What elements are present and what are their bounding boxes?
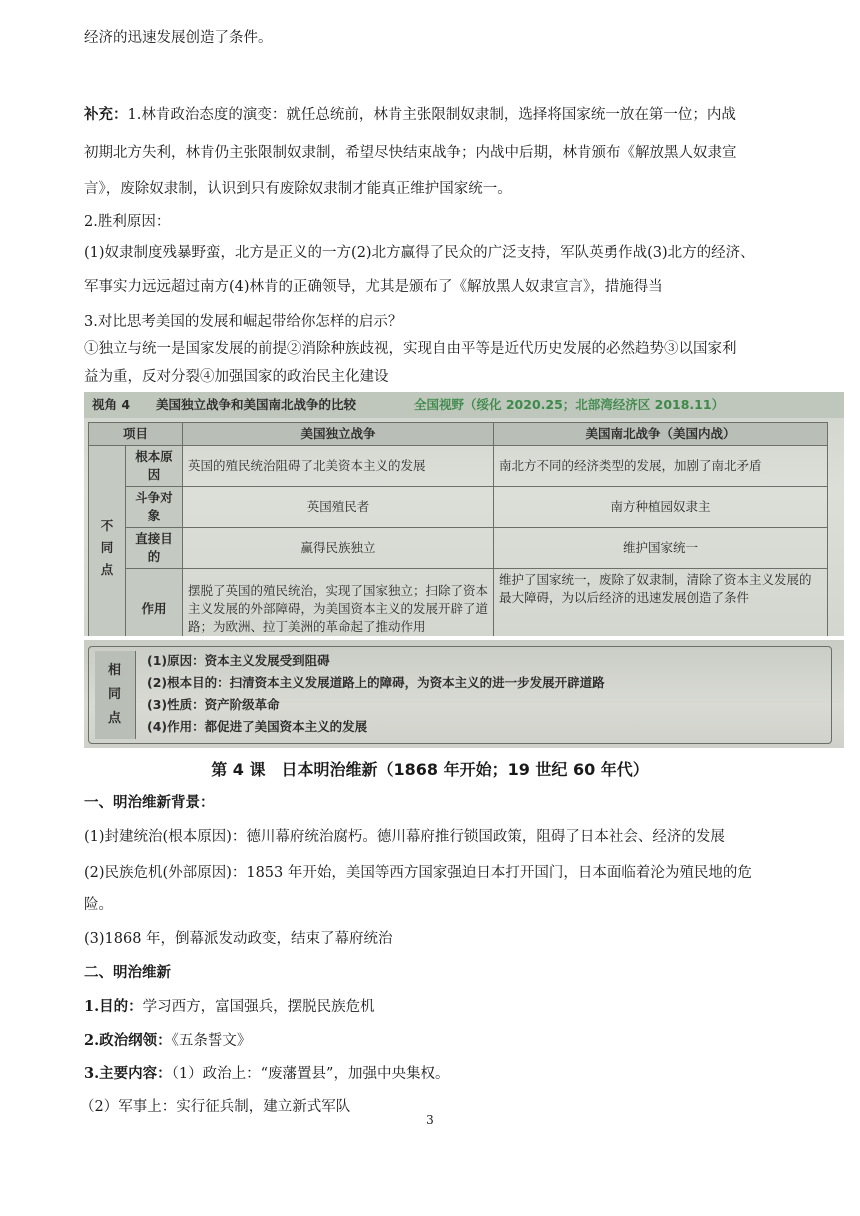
group-label: 不同点 — [100, 517, 114, 577]
comparison-table — [88, 422, 828, 636]
text-line — [84, 996, 784, 1018]
text-line: 3.对比思考美国的发展和崛起带给你怎样的启示？ — [84, 314, 403, 330]
row-label: 作用 — [126, 569, 183, 637]
text-span: 1.林肯政治态度的演变：就任总统前，林肯主张限制奴隶制，选择将国家统一放在第一位；内战 — [127, 107, 736, 123]
group-label-cell — [89, 446, 126, 637]
text-line: (1)奴隶制度残暴野蛮，北方是正义的一方(2)北方赢得了民众的广泛支持，军队英勇作战(3)北方的经济、 — [84, 245, 755, 261]
text-line: 2.胜利原因： — [84, 214, 171, 230]
text-line — [84, 104, 784, 126]
text-line: (1)封建统治(根本原因)：德川幕府统治腐朽。德川幕府推行锁国政策，阻碍了日本社会、经济的发展 — [84, 829, 725, 845]
text-line: (2)民族危机(外部原因)：1853 年开始，美国等西方国家强迫日本打开国门，日本面临着沦为殖民地的危 — [84, 865, 752, 881]
table-cell: 赢得民族独立 — [183, 528, 494, 569]
text-line: 险。 — [84, 897, 113, 913]
table-cell: 英国的殖民统治阻碍了北美资本主义的发展 — [183, 446, 494, 487]
table-cell: 维护了国家统一，废除了奴隶制，清除了资本主义发展的最大障碍，为以后经济的迅速发展创造了条件 — [494, 569, 828, 637]
table-row — [89, 487, 828, 528]
table-cell: 英国殖民者 — [183, 487, 494, 528]
text-span: 学习西方，富国强兵，摆脱民族危机 — [142, 999, 375, 1015]
text-line: (3)1868 年，倒幕派发动政变，结束了幕府统治 — [84, 931, 393, 947]
text-line — [84, 1063, 784, 1085]
table-cell: 摆脱了英国的殖民统治，实现了国家独立；扫除了资本主义发展的外部障碍，为美国资本主义的发展开辟了道路；为欧洲、拉丁美洲的革命起了推动作用 — [183, 569, 494, 637]
text-line: 经济的迅速发展创造了条件。 — [84, 30, 273, 46]
similarity-item: (4)作用：都促进了美国资本主义的发展 — [147, 719, 368, 734]
text-line: ①独立与统一是国家发展的前提②消除种族歧视，实现自由平等是近代历史发展的必然趋势③以国家利 — [84, 341, 737, 357]
table-header-row — [89, 423, 828, 446]
row-label: 斗争对象 — [126, 487, 183, 528]
table-row — [89, 446, 828, 487]
photo-title: 美国独立战争和美国南北战争的比较 — [156, 397, 357, 412]
similarities-label — [95, 651, 136, 739]
national-vision-label: 全国视野（绥化 2020.25；北部湾经济区 2018.11） — [414, 397, 725, 412]
supplement-label: 补充： — [84, 106, 128, 123]
row-label: 根本原因 — [126, 446, 183, 487]
item-label: 3.主要内容： — [84, 1065, 172, 1082]
table-row — [89, 569, 828, 637]
item-label: 2.政治纲领： — [84, 1032, 172, 1049]
textbook-photo-table — [84, 392, 844, 636]
table-cell: 南北方不同的经济类型的发展，加剧了南北矛盾 — [494, 446, 828, 487]
table-row — [89, 528, 828, 569]
section-heading: 一、明治维新背景： — [84, 794, 215, 811]
lesson-title: 第 4 课 日本明治维新（1868 年开始；19 世纪 60 年代） — [211, 760, 649, 779]
table-header-cell: 项目 — [89, 423, 183, 446]
text-line — [84, 1030, 784, 1052]
table-cell: 维护国家统一 — [494, 528, 828, 569]
similarities-label-text: 相同点 — [108, 663, 122, 726]
text-line: 军事实力远远超过南方(4)林肯的正确领导，尤其是颁布了《解放黑人奴隶宣言》，措施得当 — [84, 279, 663, 295]
row-label: 直接目的 — [126, 528, 183, 569]
page-number: 3 — [426, 1113, 434, 1127]
similarity-item: (3)性质：资产阶级革命 — [147, 697, 280, 712]
text-span: 《五条誓文》 — [171, 1033, 252, 1049]
photo-header — [84, 392, 844, 418]
item-label: 1.目的： — [84, 998, 143, 1015]
table-header-cell: 美国独立战争 — [183, 423, 494, 446]
similarity-item: (1)原因：资本主义发展受到阻碍 — [147, 653, 330, 668]
text-line: 益为重，反对分裂④加强国家的政治民主化建设 — [84, 369, 389, 385]
section-heading: 二、明治维新 — [84, 964, 171, 981]
textbook-photo-similarities — [84, 640, 844, 748]
table-cell: 南方种植园奴隶主 — [494, 487, 828, 528]
view-tag: 视角 4 — [92, 397, 131, 412]
text-line: （2）军事上：实行征兵制，建立新式军队 — [80, 1099, 351, 1115]
text-line: 初期北方失利，林肯仍主张限制奴隶制，希望尽快结束战争；内战中后期，林肯颁布《解放黑人奴隶宣 — [84, 145, 737, 161]
text-line: 言》，废除奴隶制，认识到只有废除奴隶制才能真正维护国家统一。 — [84, 181, 512, 197]
similarities-box — [88, 646, 832, 744]
similarity-item: (2)根本目的：扫清资本主义发展道路上的障碍，为资本主义的进一步发展开辟道路 — [147, 675, 605, 690]
text-span: （1）政治上：“废藩置县”，加强中央集权。 — [171, 1066, 450, 1082]
table-header-cell: 美国南北战争（美国内战） — [494, 423, 828, 446]
